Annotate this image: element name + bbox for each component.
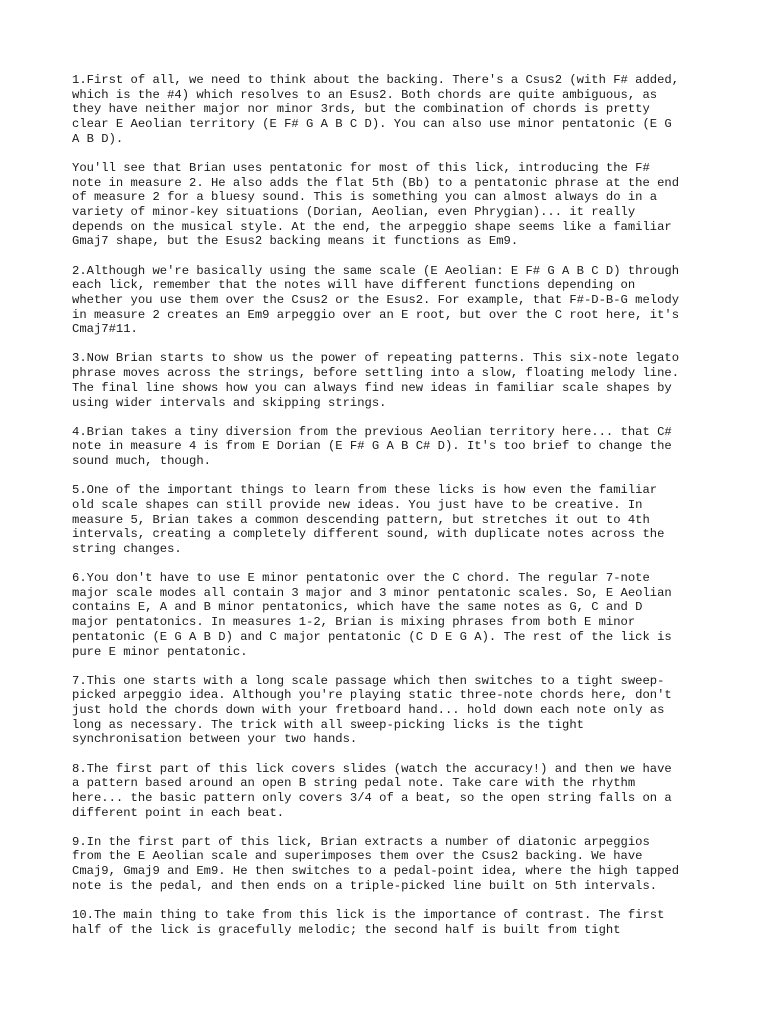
paragraph-9: 8.The first part of this lick covers slides (watch the accuracy!) and then we have a pattern based around an open B string pedal note. Take care with the rhythm here... the basic pattern only covers 3/4 of a beat, so the open string falls on a different point in each beat.	[72, 761, 672, 820]
paragraph-4: 3.Now Brian starts to show us the power of repeating patterns. This six-note legato phrase moves across the strings, before settling into a slow, floating melody line. The final line shows how you can always find new ideas in familiar scale shapes by using wider intervals and skipping strings.	[72, 351, 680, 410]
paragraph-11: 10.The main thing to take from this lick is the importance of contrast. The first half of the lick is gracefully melodic; the second half is built from tight	[72, 907, 665, 937]
document-page	[72, 73, 702, 952]
paragraph-10: 9.In the first part of this lick, Brian extracts a number of diatonic arpeggios from the E Aeolian scale and superimposes them over the Csus2 backing. We have Cmaj9, Gmaj9 and Em9. He then switches to a pedal-point idea, where the high tapped note is the pedal, and then ends on a triple-picked line built on 5th intervals.	[72, 834, 680, 893]
paragraph-1: 1.First of all, we need to think about the backing. There's a Csus2 (with F# added, which is the #4) which resolves to an Esus2. Both chords are quite ambiguous, as they have neither major nor minor 3rds, but the combination of chords is pretty clear E Aeolian territory (E F# G A B C D). You can also use minor pentatonic (E G A B D).	[72, 73, 680, 146]
paragraph-7: 6.You don't have to use E minor pentatonic over the C chord. The regular 7-note major scale modes all contain 3 major and 3 minor pentatonic scales. So, E Aeolian contains E, A and B minor pentatonics, which have the same notes as G, C and D major pentatonics. In measures 1-2, Brian is mixing phrases from both E minor pentatonic (E G A B D) and C major pentatonic (C D E G A). The rest of the lick is pure E minor pentatonic.	[72, 571, 672, 659]
paragraph-5: 4.Brian takes a tiny diversion from the previous Aeolian territory here... that C# note in measure 4 is from E Dorian (E F# G A B C# D). It's too brief to change the sound much, though.	[72, 424, 672, 469]
paragraph-8: 7.This one starts with a long scale passage which then switches to a tight sweep- picked arpeggio idea. Although you're playing static three-note chords here, don't just hold the chords down with your fretboard hand... hold down each note only as long as necessary. The trick with all sweep-picking licks is the tight synchronisation between your two hands.	[72, 673, 672, 747]
paragraph-3: 2.Although we're basically using the same scale (E Aeolian: E F# G A B C D) through each lick, remember that the notes will have different functions depending on whether you use them over the Csus2 or the Esus2. For example, that F#-D-B-G melody in measure 2 creates an Em9 arpeggio over an E root, but over the C root here, it's Cmaj7#11.	[72, 263, 680, 337]
paragraph-6: 5.One of the important things to learn from these licks is how even the familiar old scale shapes can still provide new ideas. You just have to be creative. In measure 5, Brian takes a common descending pattern, but stretches it out to 4th intervals, creating a completely different sound, with duplicate notes across the string changes.	[72, 483, 665, 556]
paragraph-2: You'll see that Brian uses pentatonic for most of this lick, introducing the F# note in measure 2. He also adds the flat 5th (Bb) to a pentatonic phrase at the end of measure 2 for a bluesy sound. This is something you can almost always do in a variety of minor-key situations (Dorian, Aeolian, even Phrygian)... it really depends on the musical style. At the end, the arpeggio shape seems like a familiar Gmaj7 shape, but the Esus2 backing means it functions as Em9.	[72, 160, 680, 249]
